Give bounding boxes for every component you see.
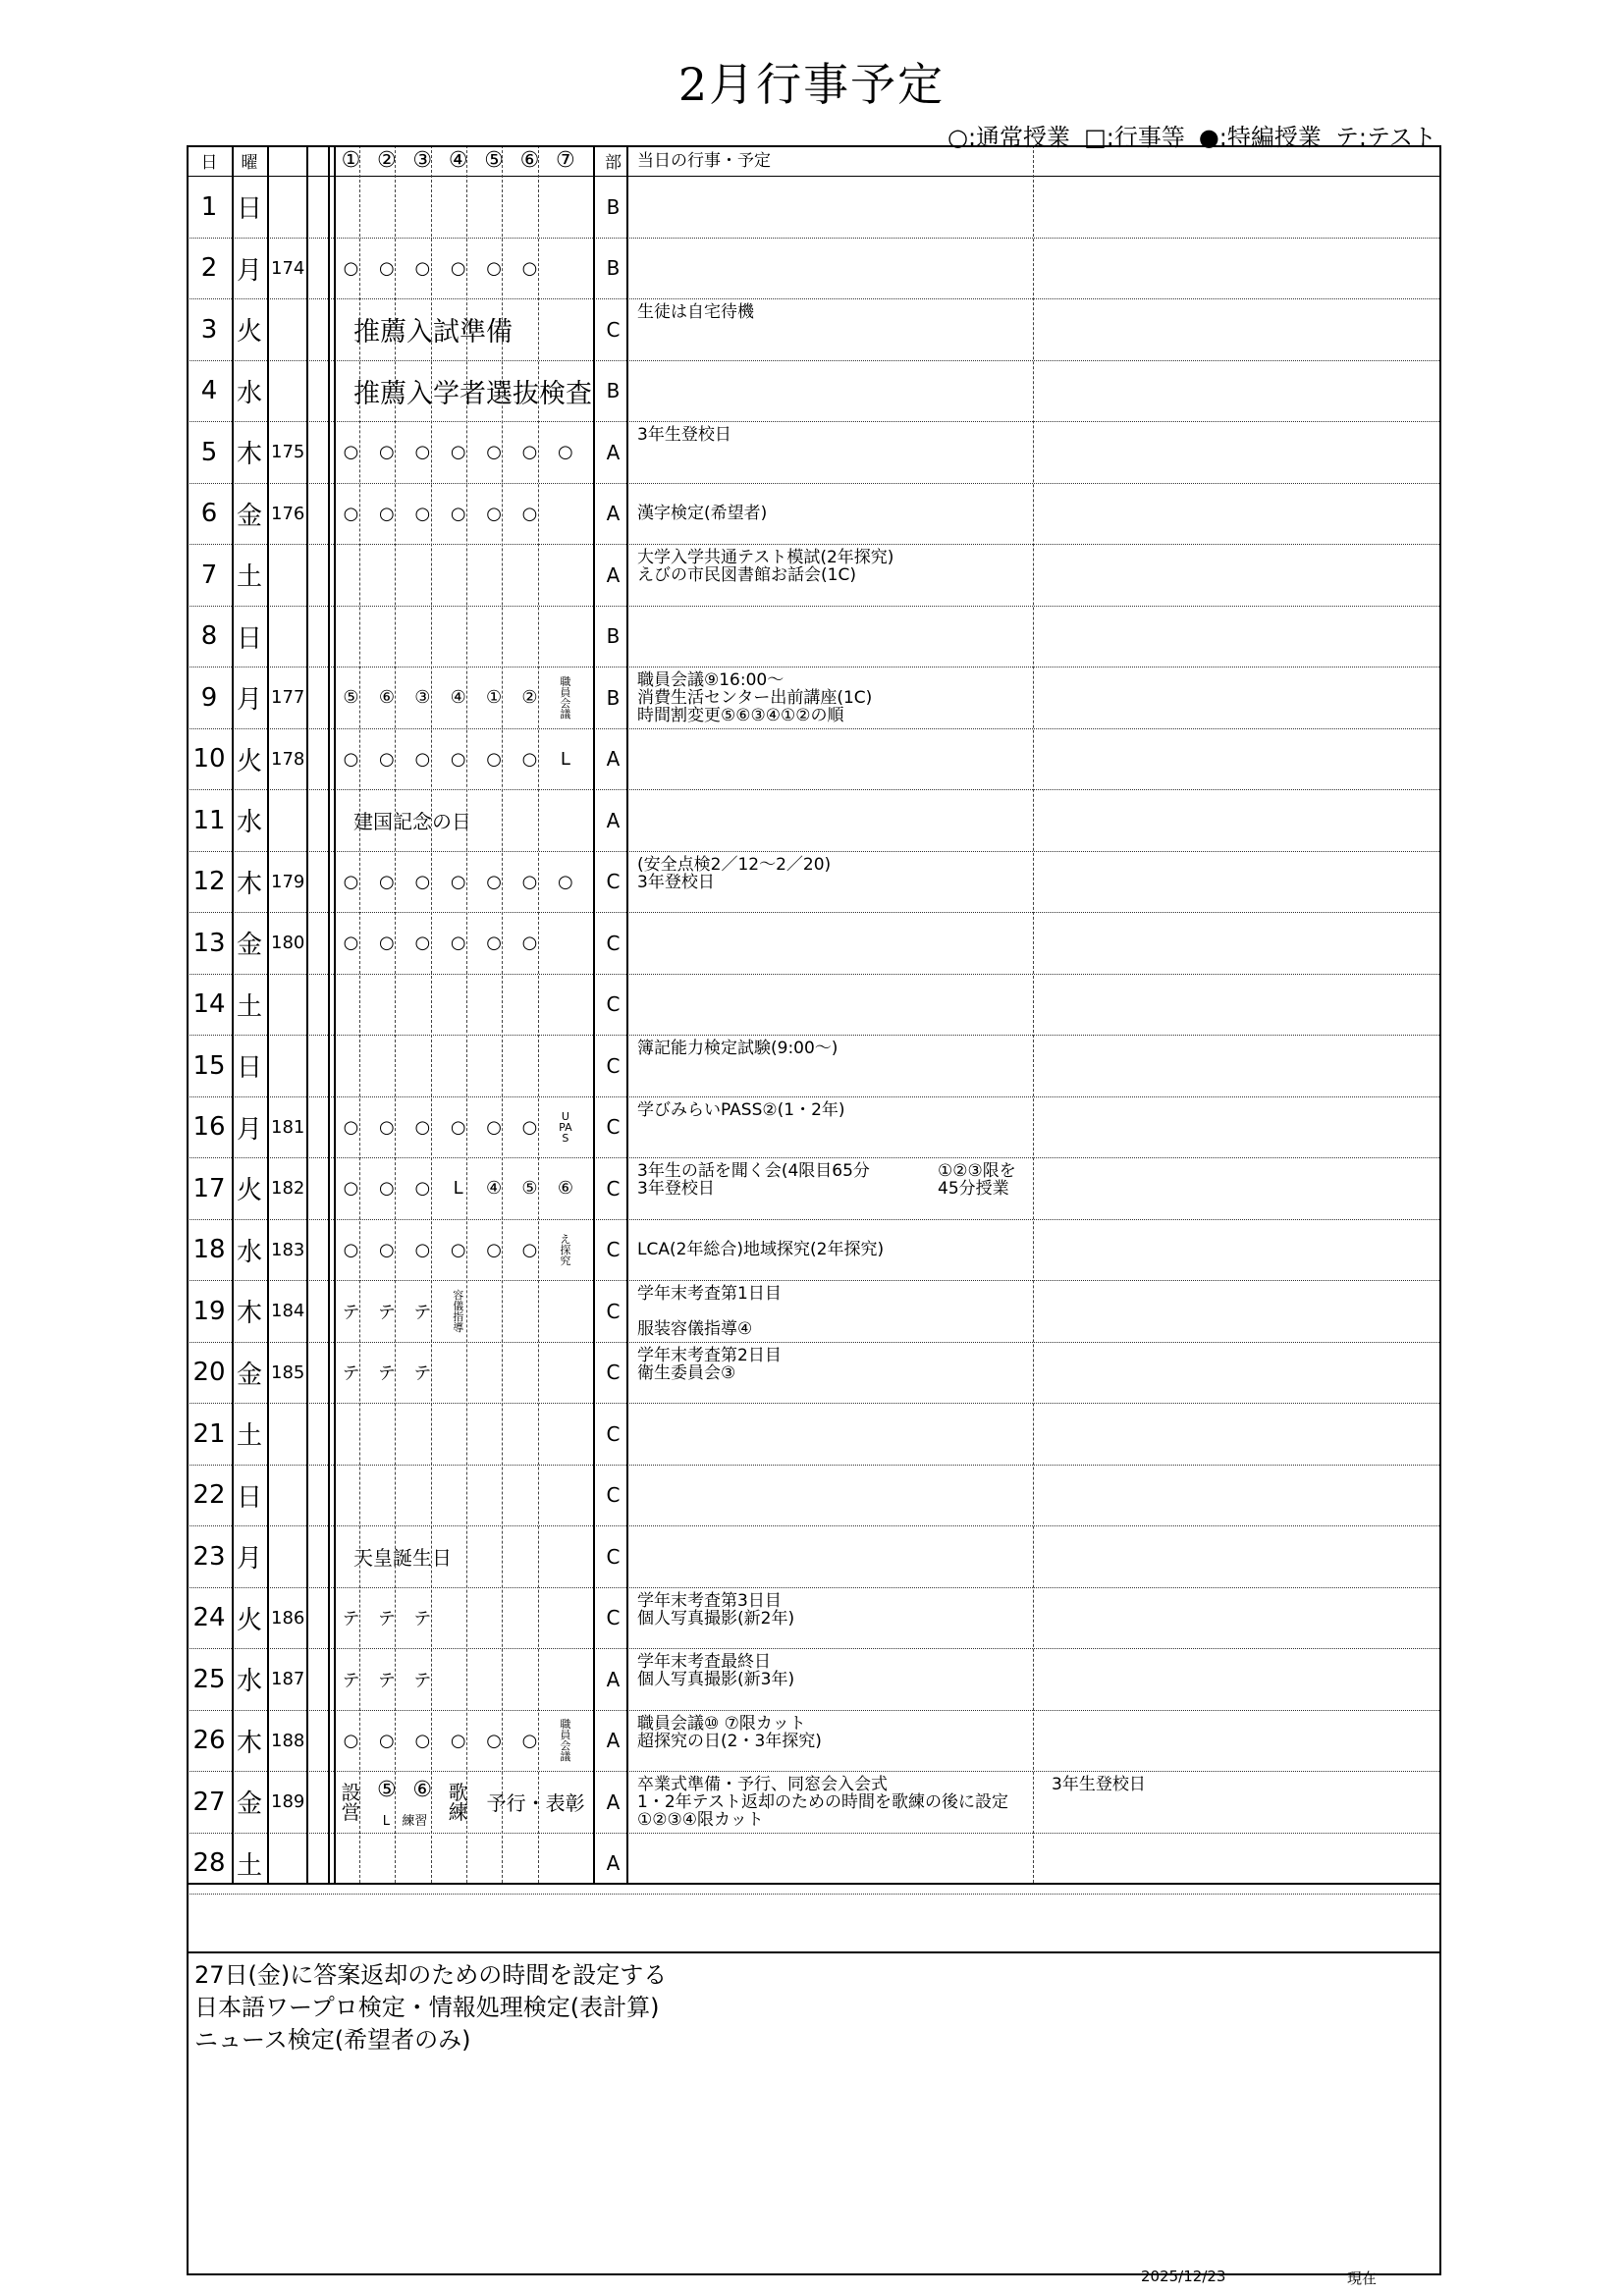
class-count-cell: 179 [271,871,305,892]
event-line: ①②③④限カット [637,1810,764,1830]
period-cell: ○ [450,748,466,770]
header-bu: 部 [605,153,622,173]
day-cell: 28 [192,1848,226,1879]
period-cell: ○ [379,871,395,892]
period-cell: ○ [379,1239,395,1260]
event-span-cell: 建国記念の日 [353,810,471,834]
class-count-cell: 188 [271,1730,305,1751]
class-count-cell: 176 [271,503,305,524]
dow-cell: 火 [236,317,262,347]
department-cell: B [606,624,621,649]
event-line: 学びみらいPASS②(1・2年) [637,1099,845,1120]
dow-cell: 水 [236,1667,262,1697]
class-count-cell: 181 [271,1116,305,1138]
dow-cell: 日 [236,194,262,225]
department-cell: B [606,685,621,710]
period-cell: ○ [521,1116,538,1138]
period-note: 歌練 [448,1780,468,1824]
period-cell: ④ [486,1178,503,1200]
event-line: 服装容儀指導④ [637,1319,753,1339]
header-period: ② [377,148,397,173]
period-cell: テ [342,1302,360,1323]
dow-cell: 火 [236,746,262,776]
department-cell: B [606,194,621,219]
period-cell: ○ [343,748,359,770]
department-cell: A [606,440,621,464]
header-period: ① [341,148,361,173]
event-line: ①②③限を [938,1161,1016,1181]
department-cell: A [606,562,621,587]
period-cell: 予行・表彰 [486,1791,585,1816]
period-cell: テ [342,1670,360,1691]
event-line: 職員会議⑨16:00～ [637,670,784,690]
event-line: えびの市民図書館お話会(1C) [637,565,856,585]
event-line: 個人写真撮影(新2年) [637,1608,795,1629]
event-line: 3年登校日 [637,872,715,892]
period-cell: ○ [379,503,395,524]
day-cell: 3 [200,314,218,345]
period-cell: ○ [521,748,538,770]
dow-cell: 月 [236,1114,262,1145]
class-count-cell: 185 [271,1362,305,1383]
period-cell: ○ [379,748,395,770]
period-note: 設営 [341,1780,361,1824]
dow-cell: 日 [236,1053,262,1084]
class-count-cell: 182 [271,1178,305,1200]
period-cell: ○ [379,933,395,954]
day-cell: 22 [192,1480,226,1511]
department-cell: C [606,870,621,894]
day-cell: 13 [192,928,226,958]
event-line: 1・2年テスト返却のための時間を歌練の後に設定 [637,1792,1008,1812]
dow-cell: 水 [236,378,262,408]
period-sub-note: L [382,1813,391,1829]
department-cell: A [606,808,621,832]
event-line: 漢字検定(希望者) [637,504,768,524]
period-cell: ○ [343,257,359,279]
header-period: ③ [412,148,433,173]
period-cell: ○ [521,871,538,892]
period-cell: ○ [558,442,573,463]
event-line: 3年生の話を聞く会(4限目65分 [637,1161,870,1181]
period-cell: ○ [414,1116,431,1138]
period-cell: ○ [521,1730,538,1751]
department-cell: C [606,1544,621,1569]
period-cell: ○ [450,871,466,892]
dow-cell: 土 [236,562,262,593]
period-cell: テ [377,1609,396,1630]
event-line: 生徒は自宅待機 [637,302,754,322]
dow-cell: 水 [236,1237,262,1267]
period-cell: テ [413,1302,432,1323]
header-period: ④ [448,148,468,173]
period-cell: ② [521,687,538,709]
period-cell: ○ [379,1730,395,1751]
event-line: 簿記能力検定試験(9:00～) [637,1039,839,1058]
period-cell: ○ [343,1178,359,1200]
period-cell: ○ [486,1239,502,1260]
note-line: ニュース検定(希望者のみ) [194,2026,471,2054]
period-cell: ○ [486,257,502,279]
day-cell: 7 [200,560,218,590]
period-cell: ○ [450,257,466,279]
department-cell: C [606,1421,621,1446]
day-cell: 14 [192,989,226,1020]
period-cell: ○ [521,442,538,463]
event-line: 学年末考査第2日目 [637,1345,782,1365]
period-cell: ○ [450,1116,466,1138]
period-cell: ○ [414,1730,431,1751]
day-cell: 24 [192,1603,226,1633]
legend-item: ●:特編授業 [1198,124,1322,151]
class-count-cell: 186 [271,1607,305,1629]
dow-cell: 木 [236,440,262,470]
day-cell: 6 [200,499,218,529]
period-cell: ⑥ [412,1778,433,1802]
dow-cell: 火 [236,1605,262,1635]
event-line: 45分授業 [938,1179,1009,1199]
day-cell: 23 [192,1541,226,1572]
period-cell: ○ [558,871,573,892]
class-count-cell: 174 [271,257,305,279]
period-cell: ○ [379,1178,395,1200]
period-cell: L [453,1178,463,1200]
department-cell: A [606,502,621,526]
dow-cell: 土 [236,991,262,1022]
period-cell: ○ [450,503,466,524]
class-count-cell: 184 [271,1301,305,1322]
period-cell: ○ [414,503,431,524]
period-note: 職員会議 [560,674,571,721]
period-cell: テ [413,1670,432,1691]
period-cell: ○ [343,1730,359,1751]
legend-item: テ:テスト [1334,124,1436,151]
event-line: 職員会議⑩ ⑦限カット [637,1713,806,1734]
department-cell: A [606,1667,621,1691]
event-line: 学年末考査第1日目 [637,1284,782,1304]
dow-cell: 土 [236,1850,262,1881]
period-note: 職員会議 [560,1718,571,1764]
period-cell: ④ [450,687,466,709]
period-cell: ○ [521,503,538,524]
dow-cell: 木 [236,869,262,899]
period-cell: ⑤ [343,687,359,709]
department-cell: C [606,1483,621,1508]
period-cell: ○ [486,871,502,892]
department-cell: C [606,1299,621,1323]
event-line: 3年登校日 [637,1179,715,1199]
period-cell: ① [486,687,503,709]
day-cell: 25 [192,1664,226,1694]
period-cell: テ [342,1609,360,1630]
period-cell: ○ [343,871,359,892]
event-span-cell: 推薦入学者選抜検査 [353,378,592,409]
dow-cell: 木 [236,1299,262,1329]
dow-cell: 金 [236,931,262,961]
department-cell: C [606,317,621,342]
table-divider [187,1883,1441,1885]
event-line: 卒業式準備・予行、同窓会入会式 [637,1775,888,1794]
class-count-cell: 180 [271,933,305,954]
period-cell: テ [413,1609,432,1630]
department-cell: C [606,1176,621,1201]
period-cell: ○ [414,871,431,892]
period-cell: ○ [414,442,431,463]
day-cell: 27 [192,1787,226,1817]
period-cell: ○ [414,933,431,954]
event-line: 学年末考査第3日目 [637,1590,782,1611]
day-cell: 17 [192,1173,226,1203]
day-cell: 1 [200,191,218,222]
dow-cell: 火 [236,1176,262,1206]
day-cell: 16 [192,1112,226,1143]
class-count-cell: 177 [271,687,305,709]
footer-date: 2025/12/23 [1141,2268,1226,2285]
notes-section [194,1959,667,2056]
period-cell: ○ [486,442,502,463]
period-cell: テ [377,1670,396,1691]
class-count-cell: 183 [271,1239,305,1260]
period-note: 容儀指導 [453,1288,464,1334]
event-line: 個人写真撮影(新3年) [637,1670,795,1689]
department-cell: A [606,1729,621,1753]
event-line: 超探究の日(2・3年探究) [637,1731,822,1751]
header-period: ⑤ [484,148,504,173]
dow-cell: 木 [236,1728,262,1758]
period-cell: ○ [486,1116,502,1138]
period-cell: ⑤ [377,1778,397,1802]
period-cell: ○ [414,1239,431,1260]
period-cell: ○ [450,933,466,954]
day-cell: 9 [200,682,218,713]
department-cell: C [606,1115,621,1140]
period-cell: ○ [450,1730,466,1751]
day-cell: 15 [192,1050,226,1081]
day-cell: 20 [192,1358,226,1388]
notes-divider [187,1951,1441,1953]
footer-now: 現在 [1347,2269,1378,2287]
period-cell: ○ [343,1116,359,1138]
day-cell: 18 [192,1235,226,1265]
class-count-cell: 178 [271,748,305,770]
department-cell: B [606,256,621,281]
period-cell: ○ [379,442,395,463]
department-cell: C [606,1606,621,1630]
department-cell: A [606,1851,621,1876]
event-line: 3年生登校日 [1052,1775,1146,1794]
header-dow: 曜 [241,153,258,173]
department-cell: C [606,931,621,955]
period-cell: ○ [343,1239,359,1260]
header-events: 当日の行事・予定 [637,150,771,171]
dow-cell: 日 [236,1482,262,1513]
period-cell: ○ [414,1178,431,1200]
period-cell: テ [413,1363,432,1385]
period-cell: ○ [343,442,359,463]
dow-cell: 月 [236,1544,262,1575]
dow-cell: 金 [236,1360,262,1390]
class-count-cell: 187 [271,1669,305,1690]
period-cell: ○ [343,933,359,954]
period-cell: ○ [521,933,538,954]
class-count-cell: 189 [271,1791,305,1813]
department-cell: B [606,379,621,403]
department-cell: C [606,1361,621,1385]
dow-cell: 水 [236,808,262,838]
period-cell: ○ [379,1116,395,1138]
period-cell: ○ [343,503,359,524]
dow-cell: 金 [236,1789,262,1820]
day-cell: 21 [192,1418,226,1449]
event-line: LCA(2年総合)地域探究(2年探究) [637,1240,885,1260]
period-cell: L [560,748,570,770]
period-cell: ○ [414,748,431,770]
header-period: ⑥ [519,148,540,173]
period-cell: ○ [450,1239,466,1260]
event-line: (安全点検2／12～2／20) [637,854,832,875]
legend-item: ○:通常授業 [947,124,1071,151]
day-cell: 4 [200,376,218,406]
period-cell: ○ [486,933,502,954]
period-cell: ⑤ [521,1178,538,1200]
day-cell: 2 [200,253,218,284]
event-line: 3年生登校日 [637,425,731,445]
period-note: え探究 [560,1232,571,1267]
day-cell: 11 [192,805,226,835]
dow-cell: 月 [236,685,262,716]
period-cell: ⑥ [557,1178,573,1200]
dow-cell: 土 [236,1421,262,1452]
period-cell: ○ [521,1239,538,1260]
event-line: 消費生活センター出前講座(1C) [637,688,873,708]
period-cell: ○ [486,748,502,770]
department-cell: C [606,1238,621,1262]
period-cell: ○ [379,257,395,279]
period-note: UPAS [559,1109,572,1145]
day-cell: 5 [200,437,218,467]
page-title: 2月行事予定 [677,58,946,111]
period-cell: ○ [521,257,538,279]
period-cell: ○ [414,257,431,279]
department-cell: C [606,1053,621,1078]
event-line: 衛生委員会③ [637,1362,736,1383]
department-cell: A [606,1789,621,1814]
period-cell: テ [377,1302,396,1323]
period-cell: ③ [414,687,431,709]
department-cell: C [606,992,621,1017]
period-cell: テ [377,1363,396,1385]
day-cell: 8 [200,621,218,652]
header-day: 日 [200,153,218,173]
event-line: 大学入学共通テスト模試(2年探究) [637,548,894,567]
legend-item: □:行事等 [1084,124,1185,151]
dow-cell: 金 [236,501,262,531]
event-line: 時間割変更⑤⑥③④①②の順 [637,706,844,725]
day-cell: 19 [192,1296,226,1326]
dow-cell: 日 [236,623,262,654]
header-period: ⑦ [556,148,575,173]
event-line: 学年末考査最終日 [637,1652,771,1672]
period-sub-note: 練習 [402,1813,428,1829]
period-cell: テ [342,1363,360,1385]
table-border [187,145,1441,2275]
period-cell: ○ [450,442,466,463]
event-span-cell: 推薦入試準備 [353,317,513,348]
event-span-cell: 天皇誕生日 [353,1546,452,1571]
period-cell: ○ [486,1730,502,1751]
day-cell: 26 [192,1726,226,1756]
dow-cell: 月 [236,255,262,286]
period-cell: ○ [486,503,502,524]
day-cell: 12 [192,867,226,897]
note-line: 27日(金)に答案返却のための時間を設定する [194,1961,668,1989]
department-cell: A [606,747,621,772]
day-cell: 10 [192,744,226,774]
note-line: 日本語ワープロ検定・情報処理検定(表計算) [194,1994,660,2021]
period-cell: ⑥ [378,687,395,709]
class-count-cell: 175 [271,442,305,463]
